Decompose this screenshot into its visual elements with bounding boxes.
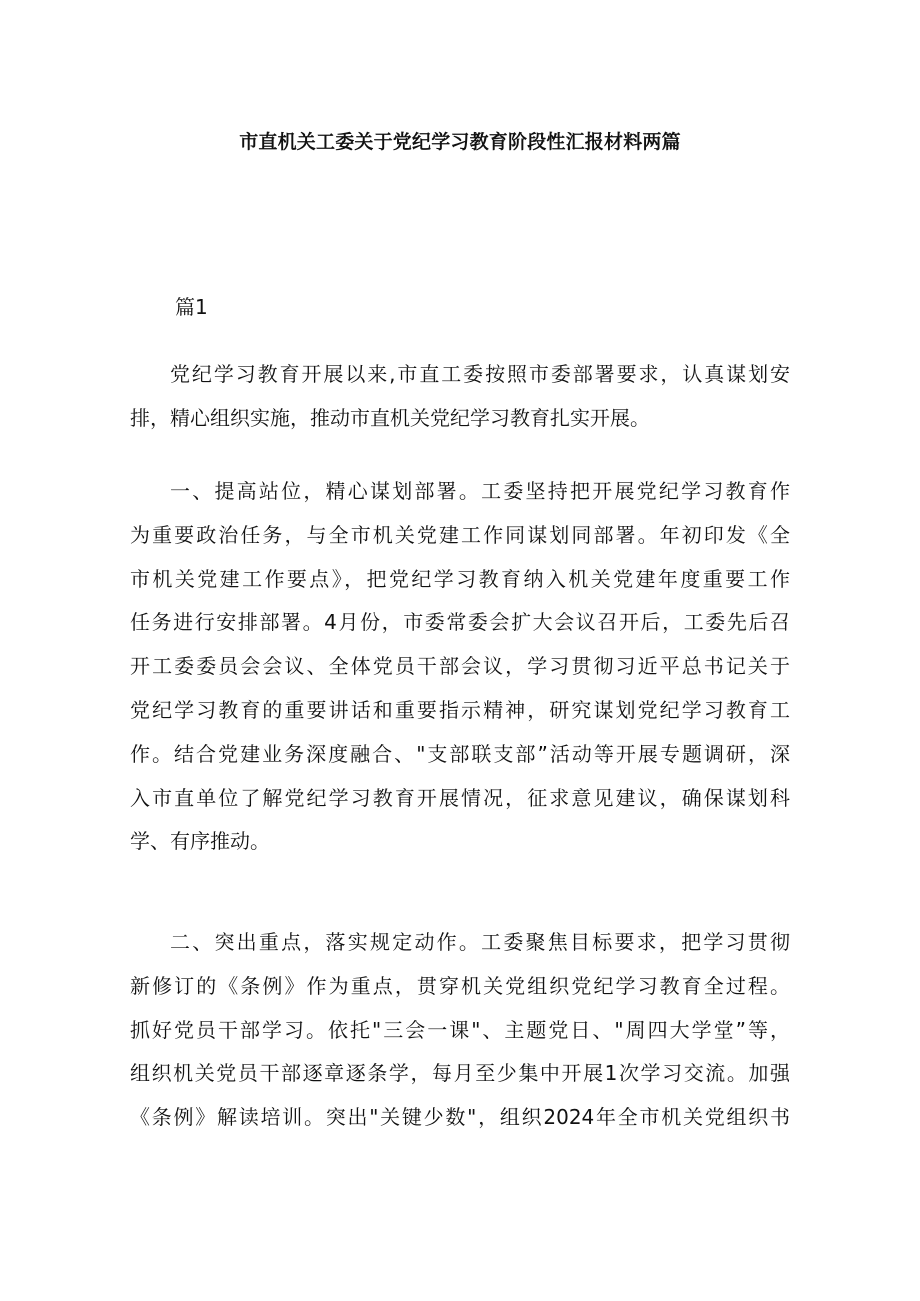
paragraph-line: 为重要政治任务，与全市机关党建工作同谋划同部署。年初印发《全 bbox=[130, 522, 790, 547]
paragraph-line: 任务进行安排部署。4月份，市委常委会扩大会议召开后，工委先后召 bbox=[130, 610, 790, 635]
paragraph-line: 排，精心组织实施，推动市直机关党纪学习教育扎实开展。 bbox=[130, 405, 650, 430]
paragraph-line: 新修订的《条例》作为重点，贯穿机关党组织党纪学习教育全过程。 bbox=[130, 973, 790, 998]
section-label: 篇1 bbox=[175, 295, 208, 319]
paragraph-line: 党纪学习教育开展以来,市直工委按照市委部署要求，认真谋划安 bbox=[170, 362, 790, 386]
paragraph-section-two bbox=[130, 921, 790, 1140]
paragraph-line: 二、突出重点，落实规定动作。工委聚焦目标要求，把学习贯彻 bbox=[170, 930, 790, 954]
paragraph-line: 学、有序推动。 bbox=[130, 829, 270, 854]
paragraph-line: 组织机关党员干部逐章逐条学，每月至少集中开展1次学习交流。加强 bbox=[130, 1061, 790, 1086]
paragraph-line: 开工委委员会会议、全体党员干部会议，学习贯彻习近平总书记关于 bbox=[130, 654, 790, 679]
paragraph-line: 《条例》解读培训。突出"关键少数"，组织2024年全市机关党组织书 bbox=[130, 1105, 790, 1130]
paragraph-line: 一、提高站位，精心谋划部署。工委坚持把开展党纪学习教育作 bbox=[170, 479, 790, 503]
paragraph-line: 入市直单位了解党纪学习教育开展情况，征求意见建议，确保谋划科 bbox=[130, 785, 790, 810]
paragraph-line: 党纪学习教育的重要讲话和重要指示精神，研究谋划党纪学习教育工 bbox=[130, 697, 790, 722]
paragraph-line: 抓好党员干部学习。依托"三会一课"、主题党日、"周四大学堂”等， bbox=[130, 1017, 790, 1042]
paragraph-line: 作。结合党建业务深度融合、"支部联支部”活动等开展专题调研，深 bbox=[130, 741, 790, 766]
paragraph-section-one bbox=[130, 470, 790, 864]
paragraph-line: 市机关党建工作要点》，把党纪学习教育纳入机关党建年度重要工作 bbox=[130, 566, 790, 591]
paragraph-intro bbox=[130, 353, 790, 441]
document-title: 市直机关工委关于党纪学习教育阶段性汇报材料两篇 bbox=[239, 131, 681, 153]
